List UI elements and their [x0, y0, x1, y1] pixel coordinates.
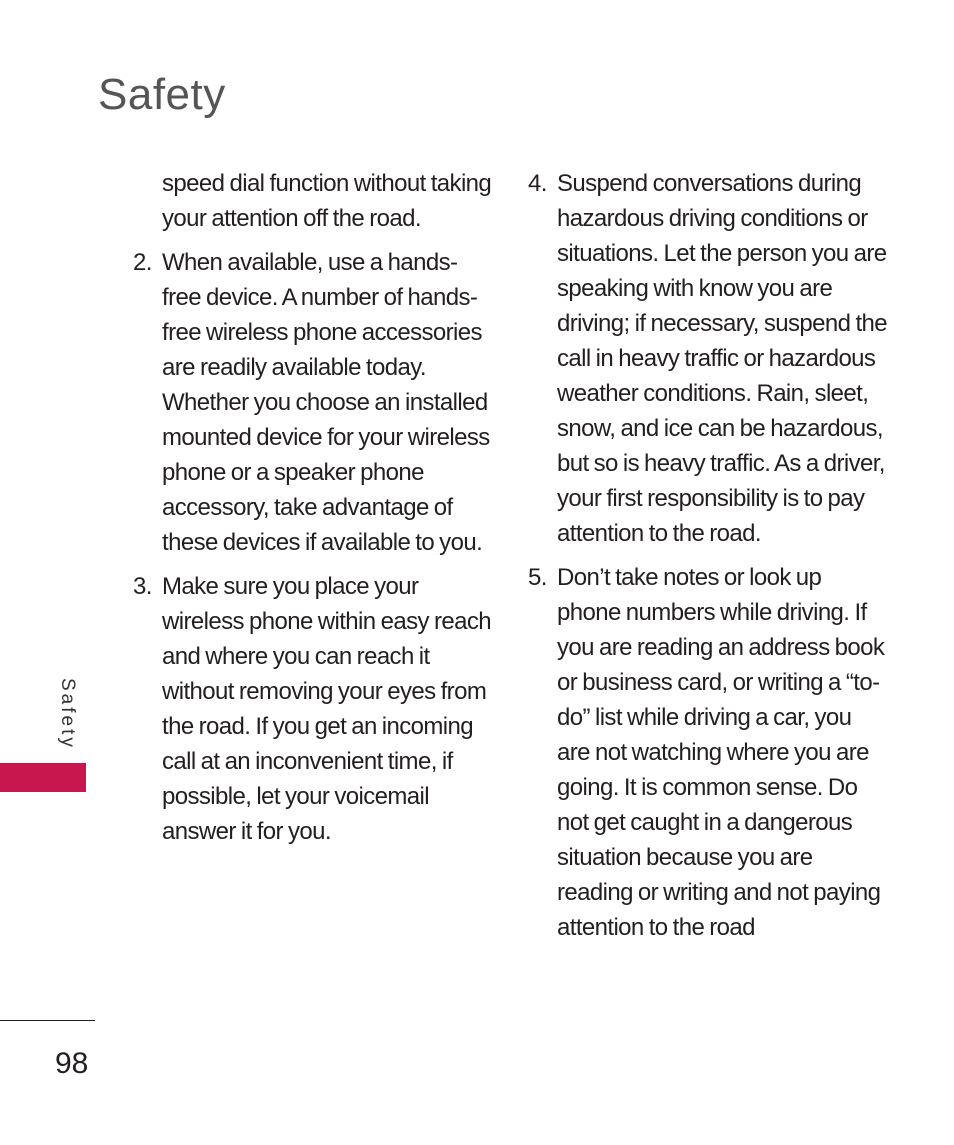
- footer-divider: [0, 1020, 95, 1021]
- list-item-text: Don’t take notes or look up phone numbers while driving. If you are reading an address book or business card, or writing a “to-do” list while driving a car, you are not watching where you are going. It is common sense. Do not get caught in a dangerous situation because you are reading or writing and not paying attention to the road: [557, 564, 885, 941]
- page-title: Safety: [98, 70, 226, 119]
- list-item-number: 5.: [528, 564, 547, 591]
- list-item-number: 2.: [133, 249, 152, 276]
- list-item-text: When available, use a hands-free device. A number of hands-free wireless phone accessories are readily available today. Whether you choose an installed mounted device for your wireless phone or a speaker phone accessory, take advantage of these devices if available to you.: [162, 249, 490, 556]
- list-item-text: Make sure you place your wireless phone within easy reach and where you can reach it without removing your eyes from the road. If you get an incoming call at an inconvenient time, if possible, let your voicemail answer it for you.: [162, 573, 491, 845]
- side-tab-accent-bar: [0, 763, 86, 792]
- page-number: 98: [55, 1047, 89, 1080]
- list-item-2: [133, 245, 493, 560]
- list-item-5: [528, 560, 888, 945]
- list-item-number: 4.: [528, 170, 547, 197]
- list-item-number: 3.: [133, 573, 152, 600]
- continuation-paragraph: speed dial function without taking your attention off the road.: [162, 170, 492, 232]
- list-item-text: Suspend conversations during hazardous driving conditions or situations. Let the person you are speaking with know you are driving; if necessary, suspend the call in heavy traffic or hazardous weather conditions. Rain, sleet, snow, and ice can be hazardous, but so is heavy traffic. As a driver, your first responsibility is to pay attention to the road.: [557, 170, 888, 547]
- side-tab-label: Safety: [57, 678, 78, 750]
- right-column: [528, 166, 888, 954]
- list-item-3: [133, 569, 493, 849]
- left-column: [133, 166, 493, 858]
- list-item-4: [528, 166, 888, 551]
